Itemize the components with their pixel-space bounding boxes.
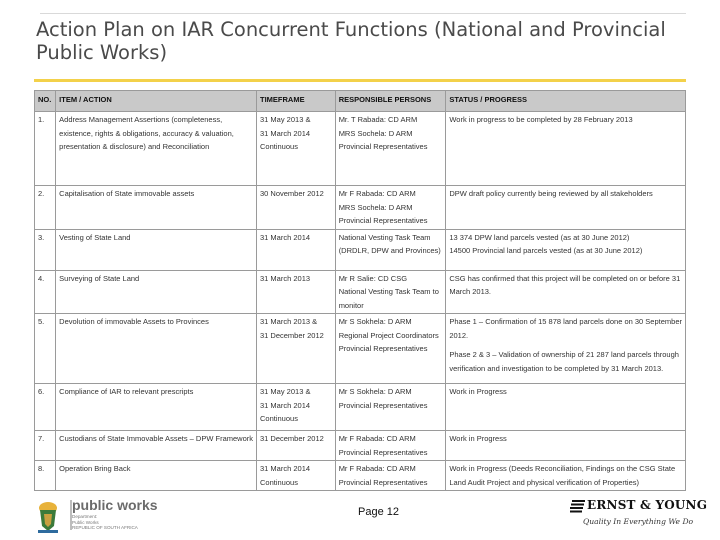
cell-item-line: Address Management Assertions (completeness, (59, 115, 223, 124)
cell-persons (335, 229, 446, 270)
cell-timeframe-line: 31 March 2013 & (260, 317, 318, 326)
cell-no: 5. (35, 314, 56, 384)
cell-item-line: presentation & disclosure) and Reconciliation (59, 142, 210, 151)
cell-persons-line: National Vesting Task Team to (338, 287, 439, 296)
cell-persons-line: Provincial Representatives (338, 142, 428, 151)
cell-persons-line: MRS Sochela: D ARM (338, 128, 413, 138)
page-number: Page 12 (358, 506, 399, 518)
header-timeframe: TIMEFRAME (257, 91, 336, 112)
cell-status-line: Work in progress to be completed by 28 February 2013 (449, 115, 633, 124)
table-row (35, 112, 686, 186)
cell-status-line: 13 374 DPW land parcels vested (as at 30 June 2012) (449, 232, 630, 242)
cell-item-line: Custodians of State Immovable Assets – DPW Framework (59, 434, 253, 443)
cell-item (56, 112, 257, 186)
cell-status (446, 186, 686, 230)
cell-status-line: March 2013. (449, 287, 492, 296)
cell-persons-line: National Vesting Task Team (338, 232, 431, 242)
cell-no: 1. (35, 112, 56, 186)
cell-persons-line: Provincial Representatives (338, 447, 428, 457)
cell-item (56, 314, 257, 384)
cell-timeframe-line: 31 March 2014 (260, 128, 311, 138)
table-row (35, 431, 686, 461)
cell-persons (335, 112, 446, 186)
top-rule (40, 13, 686, 14)
table-row (35, 229, 686, 270)
cell-item (56, 270, 257, 314)
cell-persons-line: Mr R Salie: CD CSG (338, 273, 408, 283)
cell-status (446, 229, 686, 270)
cell-persons (335, 314, 446, 384)
cell-item-line: Capitalisation of State immovable assets (59, 189, 195, 198)
cell-timeframe-line: 30 November 2012 (260, 189, 324, 198)
cell-persons (335, 431, 446, 461)
cell-persons (335, 384, 446, 431)
cell-status-line: Work in Progress (Deeds Reconciliation, Findings on the CSG State (449, 464, 676, 473)
cell-status (446, 270, 686, 314)
cell-persons-line: Provincial Representatives (338, 216, 428, 225)
cell-persons-line: Mr S Sokhela: D ARM (338, 387, 412, 396)
cell-timeframe-line: 31 March 2014 (260, 464, 311, 473)
cell-timeframe-line: 31 December 2012 (260, 330, 324, 340)
cell-no: 8. (35, 461, 56, 491)
cell-persons-line: Mr S Sokhela: D ARM (338, 317, 412, 326)
cell-timeframe-line: 31 March 2013 (260, 273, 311, 283)
cell-item-line: Vesting of State Land (59, 232, 131, 242)
cell-item-line: Compliance of IAR to relevant prescripts (59, 387, 194, 396)
table-row (35, 461, 686, 491)
cell-persons (335, 461, 446, 491)
cell-no: 7. (35, 431, 56, 461)
cell-persons-line: monitor (338, 300, 364, 310)
cell-status (446, 384, 686, 431)
cell-status-line: Work in Progress (449, 387, 507, 396)
cell-timeframe (257, 461, 336, 491)
cell-timeframe (257, 384, 336, 431)
cell-persons-line: Mr F Rabada: CD ARM (338, 464, 416, 473)
cell-timeframe-line: 31 December 2012 (260, 434, 324, 443)
cell-item-line: existence, rights & obligations, accuracy & valuation, (59, 128, 234, 138)
cell-persons (335, 270, 446, 314)
cell-timeframe (257, 186, 336, 230)
cell-status-line: Land Audit Project and physical verification of Properties) (449, 477, 640, 487)
cell-persons-line: Mr. T Rabada: CD ARM (338, 115, 418, 124)
cell-status (446, 112, 686, 186)
cell-persons-line: MRS Sochela: D ARM (338, 202, 413, 212)
table-row (35, 384, 686, 431)
public-works-subtext: Department: Public Works REPUBLIC OF SOUTH AFRICA (72, 514, 138, 530)
ernst-young-wordmark: ERNST & YOUNG (587, 498, 708, 512)
cell-status-line: 14500 Provincial land parcels vested (as at 30 June 2012) (449, 246, 643, 255)
cell-timeframe (257, 229, 336, 270)
cell-status-line: Phase 2 & 3 – Validation of ownership of 21 287 land parcels through (449, 350, 679, 359)
public-works-wordmark: public works (72, 497, 158, 513)
table-row (35, 186, 686, 230)
cell-status-line: DPW draft policy currently being reviewed by all stakeholders (449, 189, 653, 198)
cell-item-line: Devolution of immovable Assets to Provinces (59, 317, 209, 326)
table-header-row (35, 91, 686, 112)
cell-persons-line: (DRDLR, DPW and Provinces) (338, 246, 441, 255)
cell-item (56, 186, 257, 230)
cell-persons-line: Mr F Rabada: CD ARM (338, 189, 416, 198)
cell-item-line: Surveying of State Land (59, 273, 140, 283)
table-row (35, 270, 686, 314)
ernst-young-stripes-icon (570, 499, 586, 513)
cell-timeframe (257, 431, 336, 461)
cell-no: 3. (35, 229, 56, 270)
cell-item (56, 229, 257, 270)
cell-persons-line: Provincial Representatives (338, 477, 428, 487)
header-status: STATUS / PROGRESS (446, 91, 686, 112)
cell-status (446, 314, 686, 384)
cell-persons-line: Provincial Representatives (338, 400, 428, 410)
cell-persons-line: Provincial Representatives (338, 344, 428, 353)
cell-status-line: Work in Progress (449, 434, 507, 443)
cell-no: 6. (35, 384, 56, 431)
cell-timeframe (257, 314, 336, 384)
header-item: ITEM / ACTION (56, 91, 257, 112)
cell-no: 4. (35, 270, 56, 314)
cell-persons (335, 186, 446, 230)
cell-timeframe-line: Continuous (260, 477, 298, 487)
coat-of-arms-icon (38, 502, 58, 533)
ernst-young-tagline: Quality In Everything We Do (583, 517, 694, 526)
cell-status (446, 461, 686, 491)
cell-status (446, 431, 686, 461)
action-plan-table (34, 90, 686, 491)
cell-item (56, 461, 257, 491)
cell-persons-line: Regional Project Coordinators (338, 330, 439, 340)
cell-no: 2. (35, 186, 56, 230)
cell-timeframe (257, 270, 336, 314)
cell-timeframe-line: 31 May 2013 & (260, 115, 311, 124)
cell-timeframe-line: Continuous (260, 142, 298, 151)
cell-status-line: Phase 1 – Confirmation of 15 878 land parcels done on 30 September (449, 317, 682, 326)
cell-item-line: Operation Bring Back (59, 464, 131, 473)
cell-status-line: verification and investigation to be completed by 31 March 2013. (449, 363, 664, 373)
cell-status-line: 2012. (449, 330, 469, 340)
cell-persons-line: Mr F Rabada: CD ARM (338, 434, 416, 443)
header-persons: RESPONSIBLE PERSONS (335, 91, 446, 112)
cell-timeframe-line: 31 May 2013 & (260, 387, 311, 396)
cell-timeframe-line: 31 March 2014 (260, 232, 311, 242)
cell-status-line: CSG has confirmed that this project will be completed on or before 31 (449, 273, 681, 283)
cell-item (56, 384, 257, 431)
table-body (35, 112, 686, 491)
cell-timeframe-line: 31 March 2014 (260, 400, 311, 410)
title-underline (34, 79, 686, 82)
cell-timeframe-line: Continuous (260, 414, 298, 423)
cell-timeframe (257, 112, 336, 186)
table-row (35, 314, 686, 384)
page-title: Action Plan on IAR Concurrent Functions (National and Provincial Public Works) (36, 18, 666, 64)
header-no: NO. (35, 91, 56, 112)
cell-item (56, 431, 257, 461)
